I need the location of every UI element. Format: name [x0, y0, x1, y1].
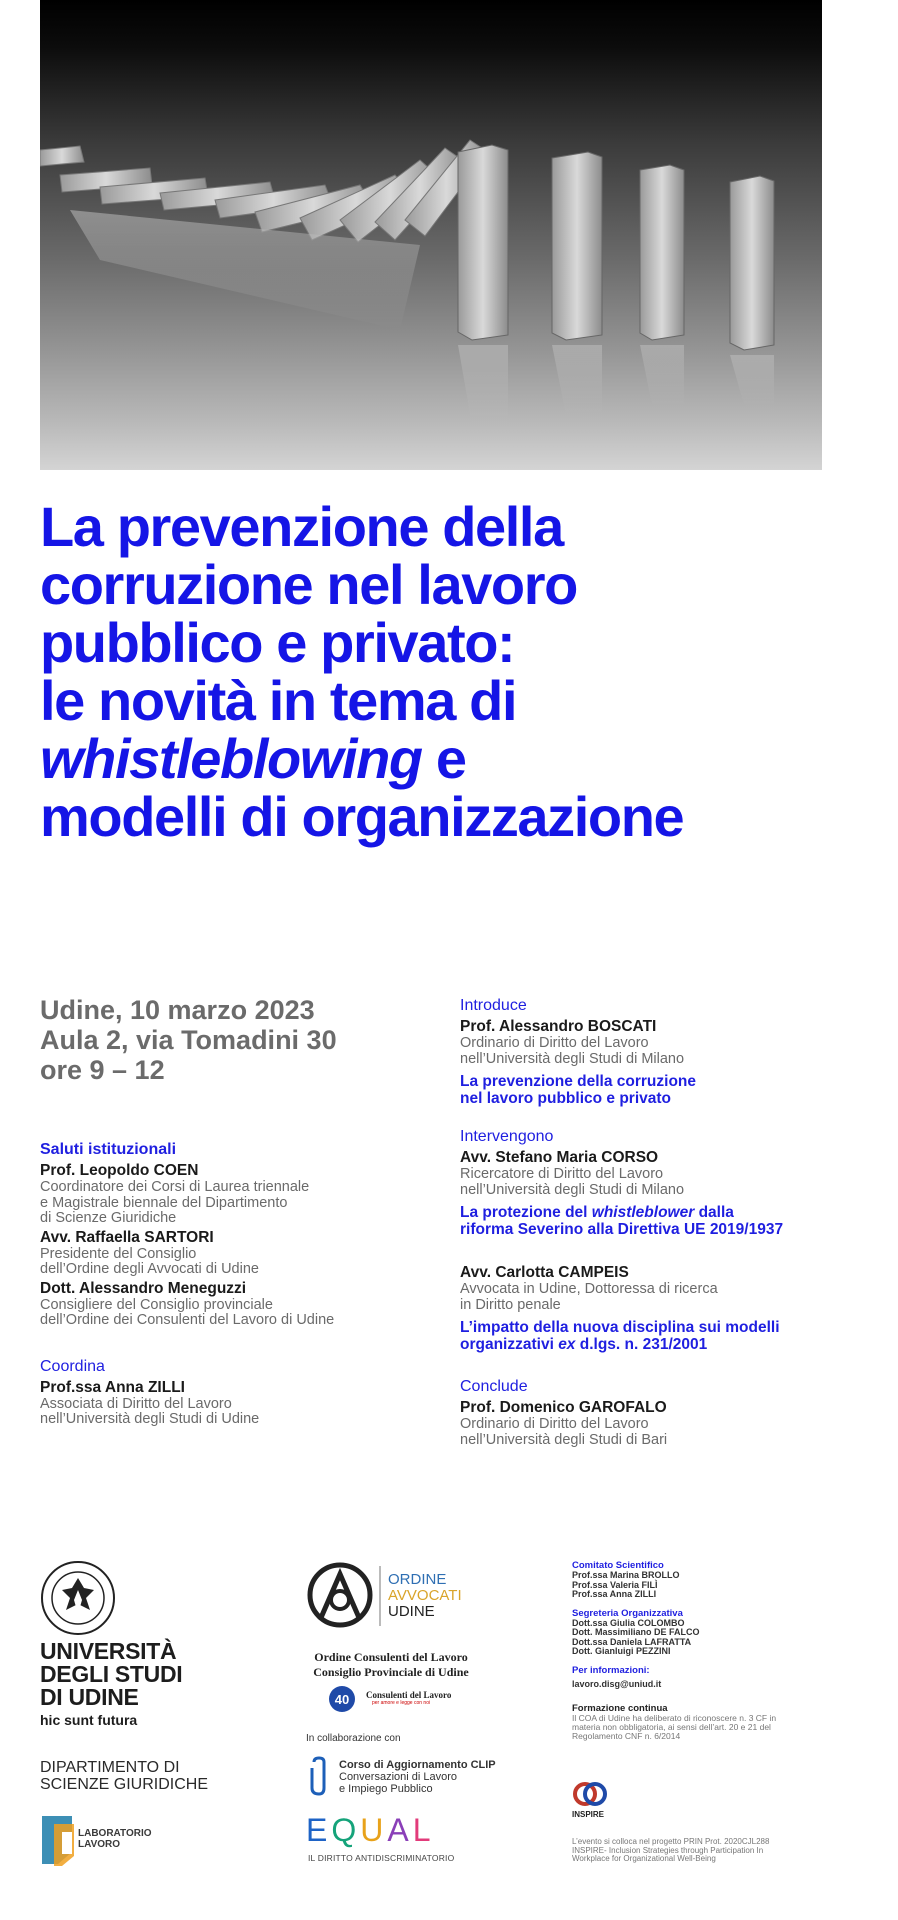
equal-letter: U — [360, 1812, 388, 1848]
talk-italic-term: ex — [558, 1336, 576, 1353]
speaker-role: nell’Università degli Studi di Bari — [460, 1431, 668, 1448]
university-name-line: DI UDINE — [40, 1684, 139, 1710]
title-line-2: corruzione nel lavoro — [40, 553, 577, 616]
event-when — [40, 995, 337, 1085]
formazione-label: Formazione continua — [572, 1703, 668, 1714]
laboratorio-lavoro-text — [78, 1828, 152, 1850]
project-note-line: INSPIRE- Inclusion Strategies through Participation In — [572, 1845, 764, 1855]
speaker-role: Associata di Diritto del Lavoro — [40, 1395, 232, 1412]
talk-italic-term: whistleblower — [591, 1204, 695, 1221]
speaker-role: Ricercatore di Diritto del Lavoro — [460, 1166, 664, 1182]
clip-line: Corso di Aggiornamento CLIP — [339, 1759, 496, 1771]
equal-letter: L — [412, 1812, 435, 1848]
lab-text-line: LABORATORIO — [78, 1828, 152, 1839]
speaker-role: nell’Università degli Studi di Udine — [40, 1411, 260, 1427]
talk-text: dalla — [694, 1204, 734, 1221]
ocl-line: Consiglio Provinciale di Udine — [313, 1665, 469, 1679]
speaker-role: Consigliere del Consiglio provinciale — [40, 1296, 273, 1313]
segreteria-member: Dott.ssa Giulia COLOMBO — [572, 1617, 685, 1628]
speaker-role: Coordinatore dei Corsi di Laurea triennale — [40, 1179, 310, 1195]
speaker-role: Ordinario di Diritto del Lavoro — [460, 1035, 649, 1051]
oa-line: AVVOCATI — [388, 1587, 462, 1604]
domino-illustration — [40, 0, 822, 470]
talk-title-line: riforma Severino alla Direttiva UE 2019/1937 — [460, 1221, 784, 1238]
speaker-name: Avv. Carlotta CAMPEIS — [460, 1264, 629, 1281]
oa-line: UDINE — [388, 1603, 435, 1620]
formazione-text: Regolamento CNF n. 6/2014 — [572, 1731, 681, 1741]
comitato-label: Comitato Scientifico — [572, 1560, 664, 1571]
ordine-avvocati-text — [388, 1572, 462, 1620]
equal-subtitle: IL DIRITTO ANTIDISCRIMINATORIO — [308, 1853, 455, 1863]
clip-line: Conversazioni di Lavoro — [339, 1771, 458, 1783]
consulenti-lavoro-name: Consulenti del Lavoro — [366, 1690, 452, 1700]
segreteria-label: Segreteria Organizzativa — [572, 1607, 683, 1619]
title-line-5 — [40, 727, 860, 790]
talk-title — [460, 1204, 880, 1238]
speaker-name: Prof. Leopoldo COEN — [40, 1162, 199, 1179]
talk-text: organizzativi — [460, 1336, 559, 1353]
event-venue: Aula 2, via Tomadini 30 — [40, 1025, 337, 1055]
speaker-role: e Magistrale biennale del Dipartimento — [40, 1194, 288, 1211]
left-program — [40, 1140, 440, 1428]
speaker-name: Prof. Domenico GAROFALO — [460, 1399, 667, 1416]
talk-title-line — [460, 1204, 880, 1221]
title-line-4: le novità in tema di — [40, 669, 517, 732]
speaker-role: in Diritto penale — [460, 1296, 561, 1313]
title-line-5-rest: e — [421, 727, 466, 790]
university-name-line: DEGLI STUDI — [40, 1661, 183, 1687]
speaker-name: Prof.ssa Anna ZILLI — [40, 1378, 185, 1396]
cdl-number: 40 — [334, 1692, 350, 1707]
segreteria-member: Dott.ssa Daniela LAFRATTA — [572, 1636, 692, 1647]
lab-text-line: LAVORO — [78, 1839, 121, 1850]
event-title — [40, 495, 860, 848]
project-note-line: L’evento si colloca nel progetto PRIN Prot. 2020CJL288 — [572, 1837, 770, 1846]
talk-text: La protezione del — [460, 1204, 592, 1221]
speaker-role: dell’Ordine degli Avvocati di Udine — [40, 1261, 259, 1277]
speaker-role: Presidente del Consiglio — [40, 1245, 197, 1262]
university-motto: hic sunt futura — [40, 1712, 138, 1728]
segreteria-member: Dott. Gianluigi PEZZINI — [572, 1646, 671, 1656]
formazione-text: materia non obbligatoria, ai sensi dell’art. 20 e 21 del — [572, 1722, 771, 1732]
speaker-role: dell’Ordine dei Consulenti del Lavoro di Udine — [40, 1312, 335, 1328]
talk-title — [460, 1319, 880, 1353]
equal-letter: Q — [331, 1812, 361, 1848]
speaker-role: di Scienze Giuridiche — [40, 1210, 177, 1226]
event-place-date: Udine, 10 marzo 2023 — [40, 995, 315, 1025]
speaker-role: Ordinario di Diritto del Lavoro — [460, 1416, 649, 1432]
talk-title-line: nel lavoro pubblico e privato — [460, 1090, 672, 1107]
formazione-text: Il COA di Udine ha deliberato di riconoscere n. 3 CF in — [572, 1713, 777, 1723]
talk-title-line — [460, 1336, 880, 1353]
title-italic-term: whistleblowing — [40, 727, 422, 790]
ocl-line: Ordine Consulenti del Lavoro — [314, 1650, 468, 1664]
inspire-logo-icon — [572, 1776, 608, 1812]
speaker-name: Dott. Alessandro Meneguzzi — [40, 1279, 247, 1297]
project-note — [572, 1838, 802, 1864]
section-introduce: Introduce — [460, 997, 527, 1014]
university-seal-icon — [40, 1560, 116, 1636]
talk-title — [460, 1073, 880, 1107]
speaker-name: Avv. Stefano Maria CORSO — [460, 1149, 659, 1166]
university-name-line: UNIVERSITÀ — [40, 1638, 177, 1664]
project-note-line: Workplace for Organizational Well-Being — [572, 1854, 716, 1863]
university-name — [40, 1640, 182, 1709]
department-name-line: SCIENZE GIURIDICHE — [40, 1776, 209, 1793]
talk-text: d.lgs. n. 231/2001 — [575, 1336, 708, 1353]
segreteria-member: Dott. Massimiliano DE FALCO — [572, 1627, 700, 1637]
consulenti-lavoro-sub: per amore e legge con noi — [372, 1700, 431, 1706]
title-line-1: La prevenzione della — [40, 495, 563, 558]
info-email[interactable]: lavoro.disg@uniud.it — [572, 1678, 662, 1689]
equal-letter: A — [387, 1812, 413, 1848]
speaker-name: Avv. Raffaella SARTORI — [40, 1228, 214, 1246]
department-name-line: DIPARTIMENTO DI — [40, 1759, 180, 1776]
equal-letter: E — [306, 1812, 332, 1848]
talk-title-line: La prevenzione della corruzione — [460, 1073, 697, 1090]
clip-course-text — [339, 1759, 496, 1795]
hero-image — [40, 0, 822, 470]
event-time: ore 9 – 12 — [40, 1055, 165, 1085]
inspire-label: INSPIRE — [572, 1810, 605, 1819]
speaker-role: nell’Università degli Studi di Milano — [460, 1181, 685, 1198]
oa-line: ORDINE — [388, 1571, 447, 1588]
department-name — [40, 1759, 208, 1793]
clip-line: e Impiego Pubblico — [339, 1783, 433, 1795]
section-coordina: Coordina — [40, 1357, 105, 1375]
equal-logo — [306, 1812, 434, 1849]
right-program — [460, 996, 880, 1448]
paperclip-icon — [306, 1756, 332, 1796]
info-label: Per informazioni: — [572, 1664, 650, 1676]
speaker-name: Prof. Alessandro BOSCATI — [460, 1018, 657, 1035]
ordine-consulenti-text — [304, 1650, 478, 1680]
title-line-6: modelli di organizzazione — [40, 785, 684, 848]
section-conclude: Conclude — [460, 1378, 528, 1395]
title-line-3: pubblico e privato: — [40, 611, 515, 674]
speaker-role: nell’Università degli Studi di Milano — [460, 1050, 685, 1067]
comitato-member: Prof.ssa Anna ZILLI — [572, 1589, 657, 1599]
talk-title-line: L’impatto della nuova disciplina sui modelli — [460, 1319, 780, 1336]
section-saluti: Saluti istituzionali — [40, 1141, 177, 1158]
speaker-role: Avvocata in Udine, Dottoressa di ricerca — [460, 1281, 718, 1297]
comitato-member: Prof.ssa Valeria FILÌ — [572, 1579, 658, 1590]
organizing-info — [572, 1560, 812, 1741]
collaboration-label: In collaborazione con — [306, 1733, 401, 1744]
section-intervengono: Intervengono — [460, 1128, 554, 1145]
comitato-member: Prof.ssa Marina BROLLO — [572, 1570, 680, 1580]
